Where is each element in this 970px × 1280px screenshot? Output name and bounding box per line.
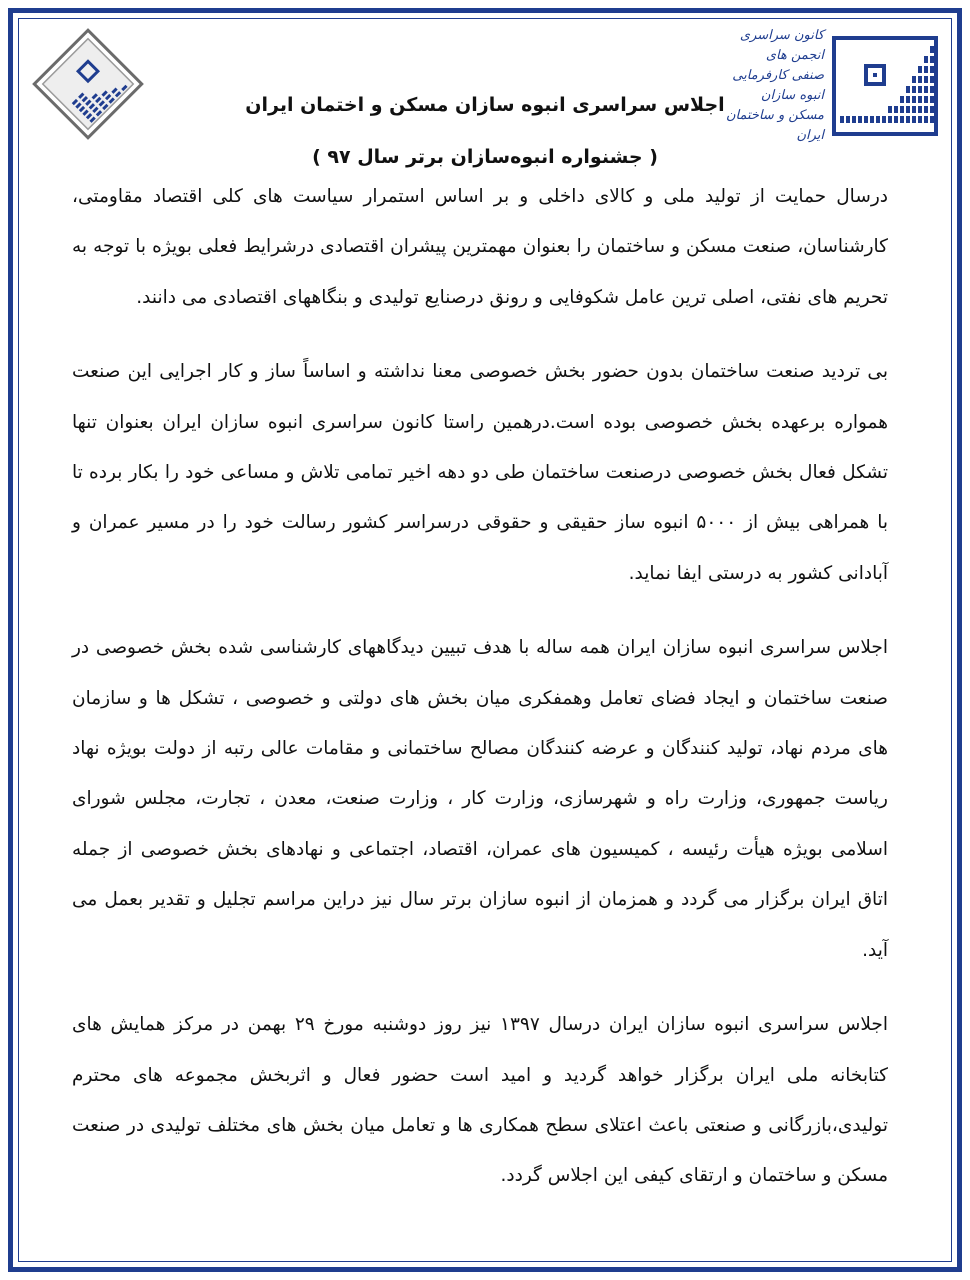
document-header bbox=[0, 88, 970, 174]
association-name-line: صنفی کارفرمایی انبوه سازان bbox=[732, 68, 824, 103]
body-paragraph: درسال حمایت از تولید ملی و کالای داخلی و بر اساس استمرار سیاست های کلی اقتصاد مقاومتی، کارشناسان، صنعت مسکن و ساختمان را بعنوان مهمترین پیشران اقتصادی درشرایط فعلی بویژه با توجه به تحریم های نفتی، اصلی ترین عامل شکوفایی و رونق درصنایع تولیدی و بنگاههای اقتصادی می دانند. bbox=[72, 186, 888, 308]
document-body bbox=[72, 172, 888, 1226]
body-paragraph: اجلاس سراسری انبوه سازان ایران درسال ۱۳۹۷ نیز روز دوشنبه مورخ ۲۹ بهمن در مرکز همایش های کتابخانه ملی ایران برگزار خواهد گردید و امید است حضور فعال و اثربخش مجموعه های محترم تولیدی،بازرگانی و صنعتی باعث اعتلای سطح همکاری ها و تعامل میان بخش های مختلف تولیدی در صنعت مسکن و ساختمان و ارتقای کیفی این اجلاس گردد. bbox=[72, 1014, 888, 1187]
association-name-line: مسکن و ساختمان ایران bbox=[725, 108, 824, 143]
document-title: اجلاس سراسری انبوه سازان مسکن و اختمان ایران bbox=[245, 94, 725, 116]
body-paragraph: بی تردید صنعت ساختمان بدون حضور بخش خصوصی معنا نداشته و اساساً ساز و کار اجرایی این صنعت همواره برعهده بخش خصوصی بوده است.درهمین راستا کانون سراسری انبوه سازان ایران بعنوان تنها تشکل فعال بخش خصوصی درصنعت ساختمان طی دو دهه اخیر تمامی تلاش و مساعی خود را بکار برده تا با همراهی بیش از ۵۰۰۰ انبوه ساز حقیقی و حقوقی درسراسر کشور رسالت خود را در مسیر عمران و آبادانی کشور به درستی ایفا نماید. bbox=[72, 361, 888, 584]
document-subtitle: ( جشنواره انبوه‌سازان برتر سال ۹۷ ) bbox=[312, 146, 658, 168]
body-paragraph: اجلاس سراسری انبوه سازان ایران همه ساله با هدف تبیین دیدگاههای کارشناسی شده بخش خصوصی در صنعت ساختمان و ایجاد فضای تعامل وهمفکری میان بخش های دولتی و خصوصی ، تشکل ها و سازمان های مردم نهاد، تولید کنندگان و عرضه کنندگان مصالح ساختمانی و مقامات عالی رتبه از دولت بویژه نهاد ریاست جمهوری، وزارت راه و شهرسازی، وزارت کار ، وزارت صنعت، معدن ، تجارت، مجلس شورای اسلامی بویژه هیأت رئیسه ، کمیسیون های عمران، اقتصاد، اجتماعی و نهادهای بخش خصوصی از جمله اتاق ایران برگزار می گردد و همزمان از انبوه سازان برتر سال نیز دراین مراسم تجلیل و تقدیر بعمل می آید. bbox=[72, 637, 888, 961]
association-name-line: کانون سراسری انجمن های bbox=[739, 28, 824, 63]
